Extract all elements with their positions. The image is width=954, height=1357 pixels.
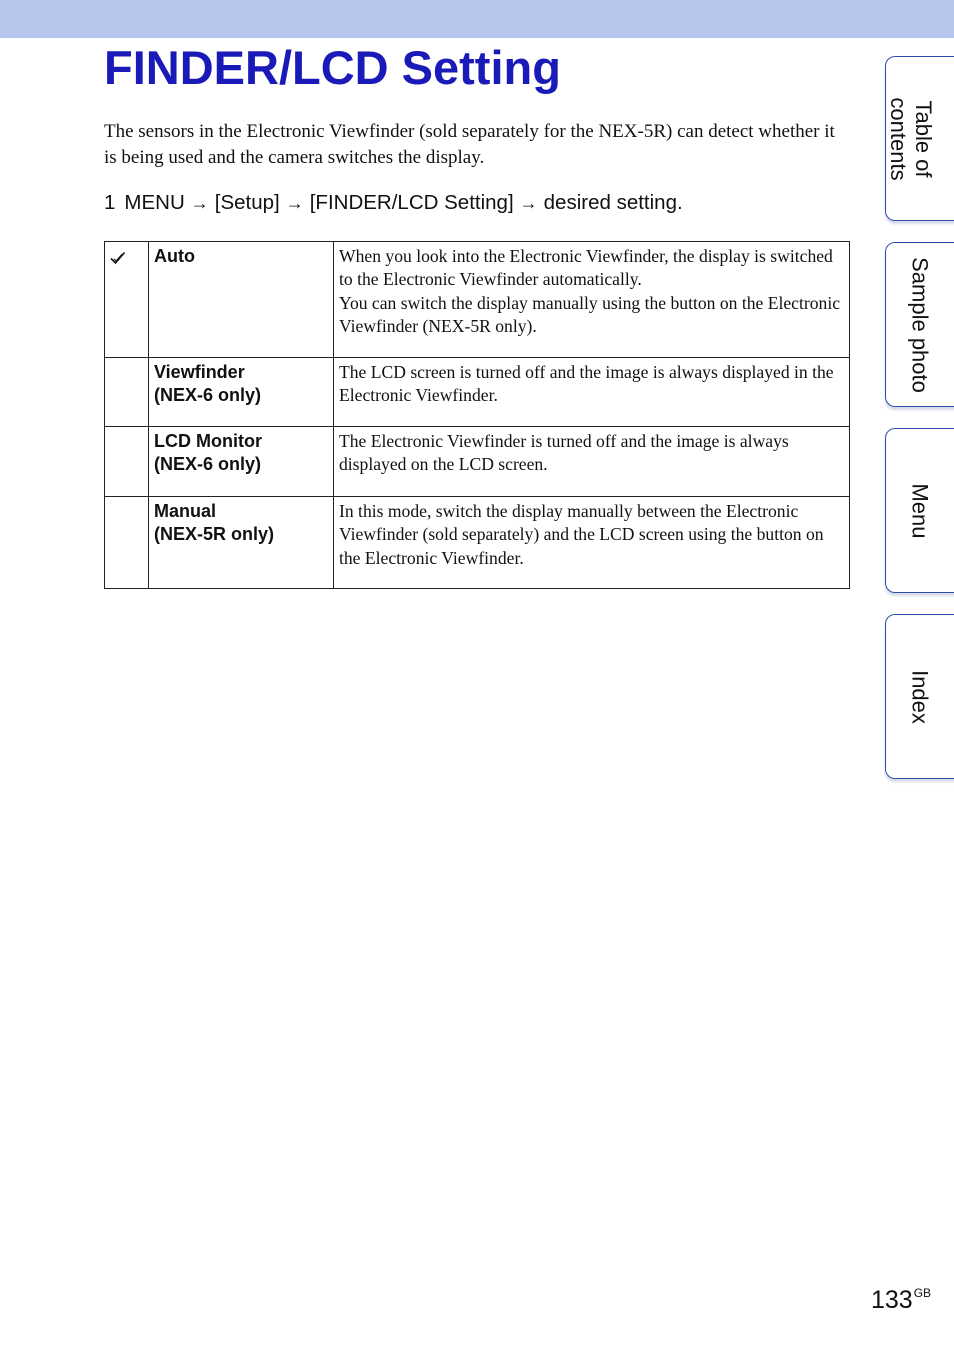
tab-label: Index xyxy=(907,669,933,724)
arrow-right-icon: → xyxy=(519,193,538,213)
table-row xyxy=(105,242,850,358)
setting-name-line: Viewfinder xyxy=(154,362,245,382)
setting-description xyxy=(334,242,850,358)
setting-description xyxy=(334,358,850,427)
tab-table-of-contents[interactable] xyxy=(885,56,954,221)
description-text: The LCD screen is turned off and the image is always displayed in the Electronic Viewfinder. xyxy=(339,362,834,406)
table-row xyxy=(105,497,850,589)
setting-model-note: (NEX-6 only) xyxy=(154,454,262,474)
setting-name xyxy=(149,242,334,358)
page-title: FINDER/LCD Setting xyxy=(104,41,561,94)
setting-description xyxy=(334,427,850,497)
header-band xyxy=(0,0,954,38)
description-text: In this mode, switch the display manually between the Electronic Viewfinder (sold separately) and the LCD screen using the button on the Electronic Viewfinder. xyxy=(339,501,824,568)
default-marker-cell xyxy=(105,242,149,358)
table-row xyxy=(105,358,850,427)
checkmark-icon xyxy=(109,250,127,266)
setting-description xyxy=(334,497,850,589)
setting-model-note: (NEX-5R only) xyxy=(154,524,275,544)
description-text: You can switch the display manually using the button on the Electronic Viewfinder (NEX-5R only). xyxy=(339,292,841,336)
tab-label: Sample photo xyxy=(907,256,933,393)
step-setup: [Setup] xyxy=(214,191,280,214)
page-number-value: 133 xyxy=(871,1286,913,1314)
tab-label: Menu xyxy=(907,482,933,539)
arrow-right-icon: → xyxy=(190,193,209,213)
setting-name xyxy=(149,427,334,497)
setting-name-line: Auto xyxy=(154,246,195,266)
intro-paragraph: The sensors in the Electronic Viewfinder (sold separately for the NEX-5R) can detect whether it is being used and the camera switches the display. xyxy=(104,121,835,168)
default-marker-cell xyxy=(105,497,149,589)
arrow-right-icon: → xyxy=(285,193,304,213)
step-desired-setting: desired setting. xyxy=(543,191,683,214)
tab-sample-photo[interactable] xyxy=(885,242,954,407)
tab-menu[interactable] xyxy=(885,428,954,593)
tab-label: Table of contents xyxy=(886,96,936,181)
settings-table xyxy=(104,241,850,589)
default-marker-cell xyxy=(105,427,149,497)
setting-name-line: LCD Monitor xyxy=(154,431,262,451)
setting-model-note: (NEX-6 only) xyxy=(154,385,262,405)
setting-name-line: Manual xyxy=(154,501,217,521)
setting-name xyxy=(149,497,334,589)
setting-name xyxy=(149,358,334,427)
step-instruction xyxy=(104,188,683,218)
tab-index[interactable] xyxy=(885,614,954,779)
description-text: The Electronic Viewfinder is turned off and the image is always displayed on the LCD screen. xyxy=(339,431,789,475)
page-region-code: GB xyxy=(913,1286,932,1300)
description-text: When you look into the Electronic Viewfinder, the display is switched to the Electronic Viewfinder automatically. xyxy=(339,246,833,290)
step-number: 1 xyxy=(104,191,116,214)
default-marker-cell xyxy=(105,358,149,427)
table-row xyxy=(105,427,850,497)
step-finder-lcd-setting: [FINDER/LCD Setting] xyxy=(309,191,514,214)
page-number xyxy=(871,1278,931,1315)
step-menu: MENU xyxy=(124,191,185,214)
